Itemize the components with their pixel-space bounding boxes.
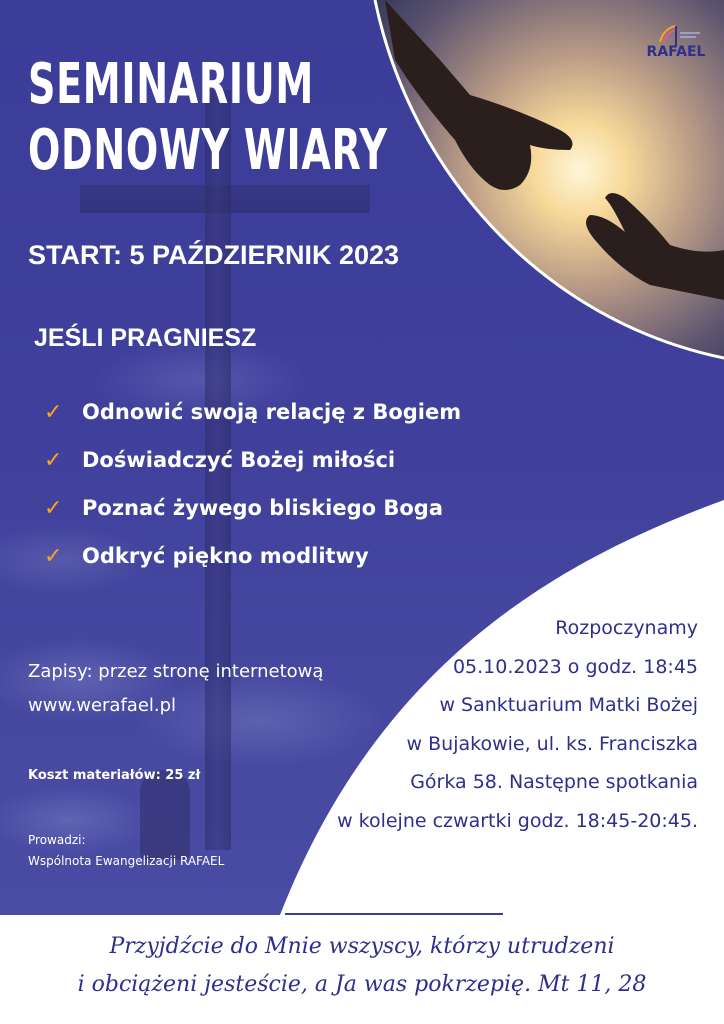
list-item bbox=[44, 484, 461, 532]
intro-heading: JEŚLI PRAGNIESZ bbox=[34, 324, 257, 352]
quote-line-1: Przyjdźcie do Mnie wszyscy, którzy utrudzeni bbox=[109, 934, 615, 959]
check-icon: ✓ bbox=[44, 543, 63, 569]
leader-label: Prowadzi: bbox=[28, 833, 86, 847]
event-line: 05.10.2023 o godz. 18:45 bbox=[452, 655, 698, 678]
benefit-list bbox=[44, 388, 461, 580]
check-icon: ✓ bbox=[44, 399, 63, 425]
event-line: w Bujakowie, ul. ks. Franciszka bbox=[406, 732, 698, 755]
title-line-1: SEMINARIUM bbox=[28, 52, 314, 117]
event-details bbox=[298, 609, 698, 840]
page-title bbox=[28, 52, 388, 184]
signup-info bbox=[28, 655, 323, 723]
rafael-logo-icon bbox=[646, 22, 706, 46]
list-item-text: Odkryć piękno modlitwy bbox=[82, 544, 369, 568]
rafael-logo bbox=[646, 22, 706, 68]
event-line: w kolejne czwartki godz. 18:45-20:45. bbox=[337, 809, 698, 832]
start-date: START: 5 PAŹDZIERNIK 2023 bbox=[28, 240, 400, 270]
event-line: Rozpoczynamy bbox=[555, 617, 698, 639]
check-icon: ✓ bbox=[44, 447, 63, 473]
logo-text: RAFAEL bbox=[646, 44, 706, 60]
list-item-text: Odnowić swoją relację z Bogiem bbox=[82, 400, 462, 424]
signup-line: Zapisy: przez stronę internetową bbox=[28, 661, 324, 682]
list-item bbox=[44, 532, 461, 580]
leader-name: Wspólnota Ewangelizacji RAFAEL bbox=[28, 854, 225, 868]
list-item-text: Poznać żywego bliskiego Boga bbox=[82, 496, 443, 520]
material-cost: Koszt materiałów: 25 zł bbox=[28, 768, 201, 783]
event-line: Górka 58. Następne spotkania bbox=[410, 771, 698, 793]
divider-line bbox=[285, 913, 503, 915]
list-item bbox=[44, 388, 461, 436]
list-item bbox=[44, 436, 461, 484]
list-item-text: Doświadczyć Bożej miłości bbox=[82, 448, 396, 472]
quote-line-2: i obciążeni jesteście, a Ja was pokrzepię. Mt 11, 28 bbox=[77, 972, 647, 997]
leader-info bbox=[28, 830, 224, 872]
signup-url[interactable]: www.werafael.pl bbox=[28, 695, 177, 716]
event-line: w Sanktuarium Matki Bożej bbox=[439, 694, 698, 716]
bible-quote bbox=[0, 928, 724, 1004]
title-line-2: ODNOWY WIARY bbox=[28, 118, 388, 183]
check-icon: ✓ bbox=[44, 495, 63, 521]
